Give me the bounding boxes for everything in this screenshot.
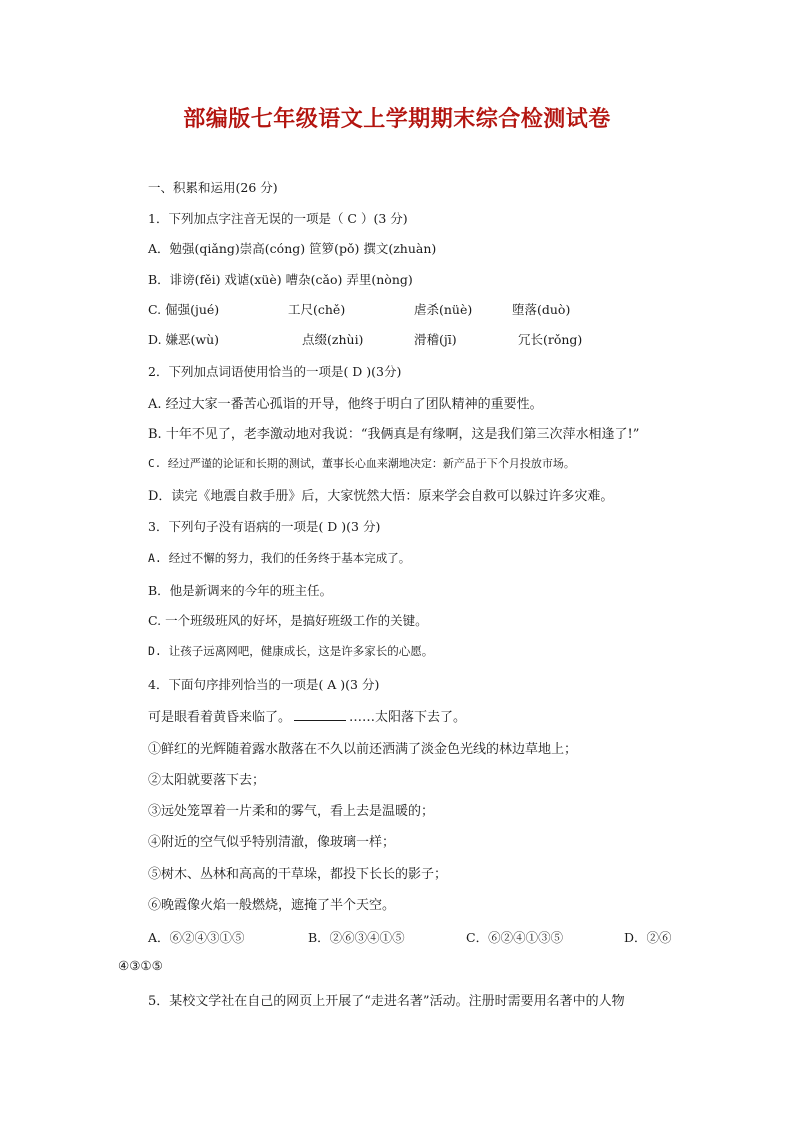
q1-option-d-3: 滑稽(jī) [414,332,457,347]
q4-lead [148,706,466,725]
q3-option-d: D. 让孩子远离网吧，健康成长，这是许多家长的心愿。 [148,644,434,658]
q1-option-c-1: C. 倔强(jué) [148,302,220,317]
q4-lead-after: ……太阳落下去了。 [349,710,467,725]
q4-sentence-6: ⑥晚霞像火焰一般燃烧，遮掩了半个天空。 [148,898,396,913]
q1-option-c-2: 工尺(chě) [288,302,346,317]
q2-stem: 2．下列加点词语使用恰当的一项是( D )(3分) [148,364,402,379]
q4-sentence-3: ③远处笼罩着一片柔和的雾气，看上去是温暖的； [148,804,435,819]
q4-option-c: C．⑥②④①③⑤ [466,930,564,945]
q3-option-a: A. 经过不懈的努力，我们的任务终于基本完成了。 [148,551,411,565]
q1-stem: 1．下列加点字注音无误的一项是（ C ）(3 分) [148,211,408,226]
q5-stem: 5．某校文学社在自己的网页上开展了“走进名著”活动。注册时需要用名著中的人物 [148,994,625,1009]
q1-option-d-1: D. 嫌恶(wù) [148,332,220,347]
section-heading: 一、积累和运用(26 分) [148,180,278,195]
q1-option-b: B．诽谤(fěi) 戏谑(xüè) 嘈杂(cǎo) 弄里(nòng) [148,272,413,287]
q4-sentence-4: ④附近的空气似乎特别清澈，像玻璃一样； [148,835,396,850]
q2-option-a: A. 经过大家一番苦心孤诣的开导，他终于明白了团队精神的重要性。 [148,397,543,412]
q4-sentence-2: ②太阳就要落下去； [148,773,266,788]
q3-stem: 3．下列句子没有语病的一项是( D )(3 分) [148,519,381,534]
q4-sentence-5: ⑤树木、丛林和高高的干草垛，都投下长长的影子； [148,867,448,882]
q3-option-b: B．他是新调来的今年的班主任。 [148,583,333,598]
q1-option-d-4: 冗长(rǒng) [518,332,583,347]
q2-option-c: C. 经过严谨的论证和长期的测试，董事长心血来潮地决定：新产品于下个月投放市场。 [148,457,575,470]
q1-option-d-2: 点缀(zhùi) [302,332,364,347]
q4-option-b: B．②⑥③④①⑤ [308,930,405,945]
q1-option-c-3: 虐杀(nüè) [414,302,473,317]
q4-option-a: A．⑥②④③①⑤ [148,930,245,945]
q4-lead-before: 可是眼看着黄昏来临了。 [148,710,292,725]
q4-blank [294,708,346,721]
q1-option-a: A．勉强(qiǎng)崇高(cóng) 笸箩(pǒ) 撰文(zhuàn) [148,241,437,256]
page-title: 部编版七年级语文上学期期末综合检测试卷 [183,107,611,132]
q2-option-d: D．读完《地震自救手册》后，大家恍然大悟：原来学会自救可以躲过许多灾难。 [148,489,614,504]
q4-sentence-1: ①鲜红的光辉随着露水散落在不久以前还洒满了淡金色光线的林边草地上； [148,742,578,757]
q4-stem: 4．下面句序排列恰当的一项是( A )(3 分) [148,677,380,692]
q2-option-b: B. 十年不见了，老李激动地对我说：“我俩真是有缘啊，这是我们第三次萍水相逢了!” [148,427,640,442]
q3-option-c: C. 一个班级班风的好坏，是搞好班级工作的关键。 [148,613,428,628]
q1-option-c-4: 堕落(duò) [512,302,571,317]
q4-option-d: D．②⑥ [624,930,672,945]
q4-option-d-continued: ④③①⑤ [118,958,163,973]
